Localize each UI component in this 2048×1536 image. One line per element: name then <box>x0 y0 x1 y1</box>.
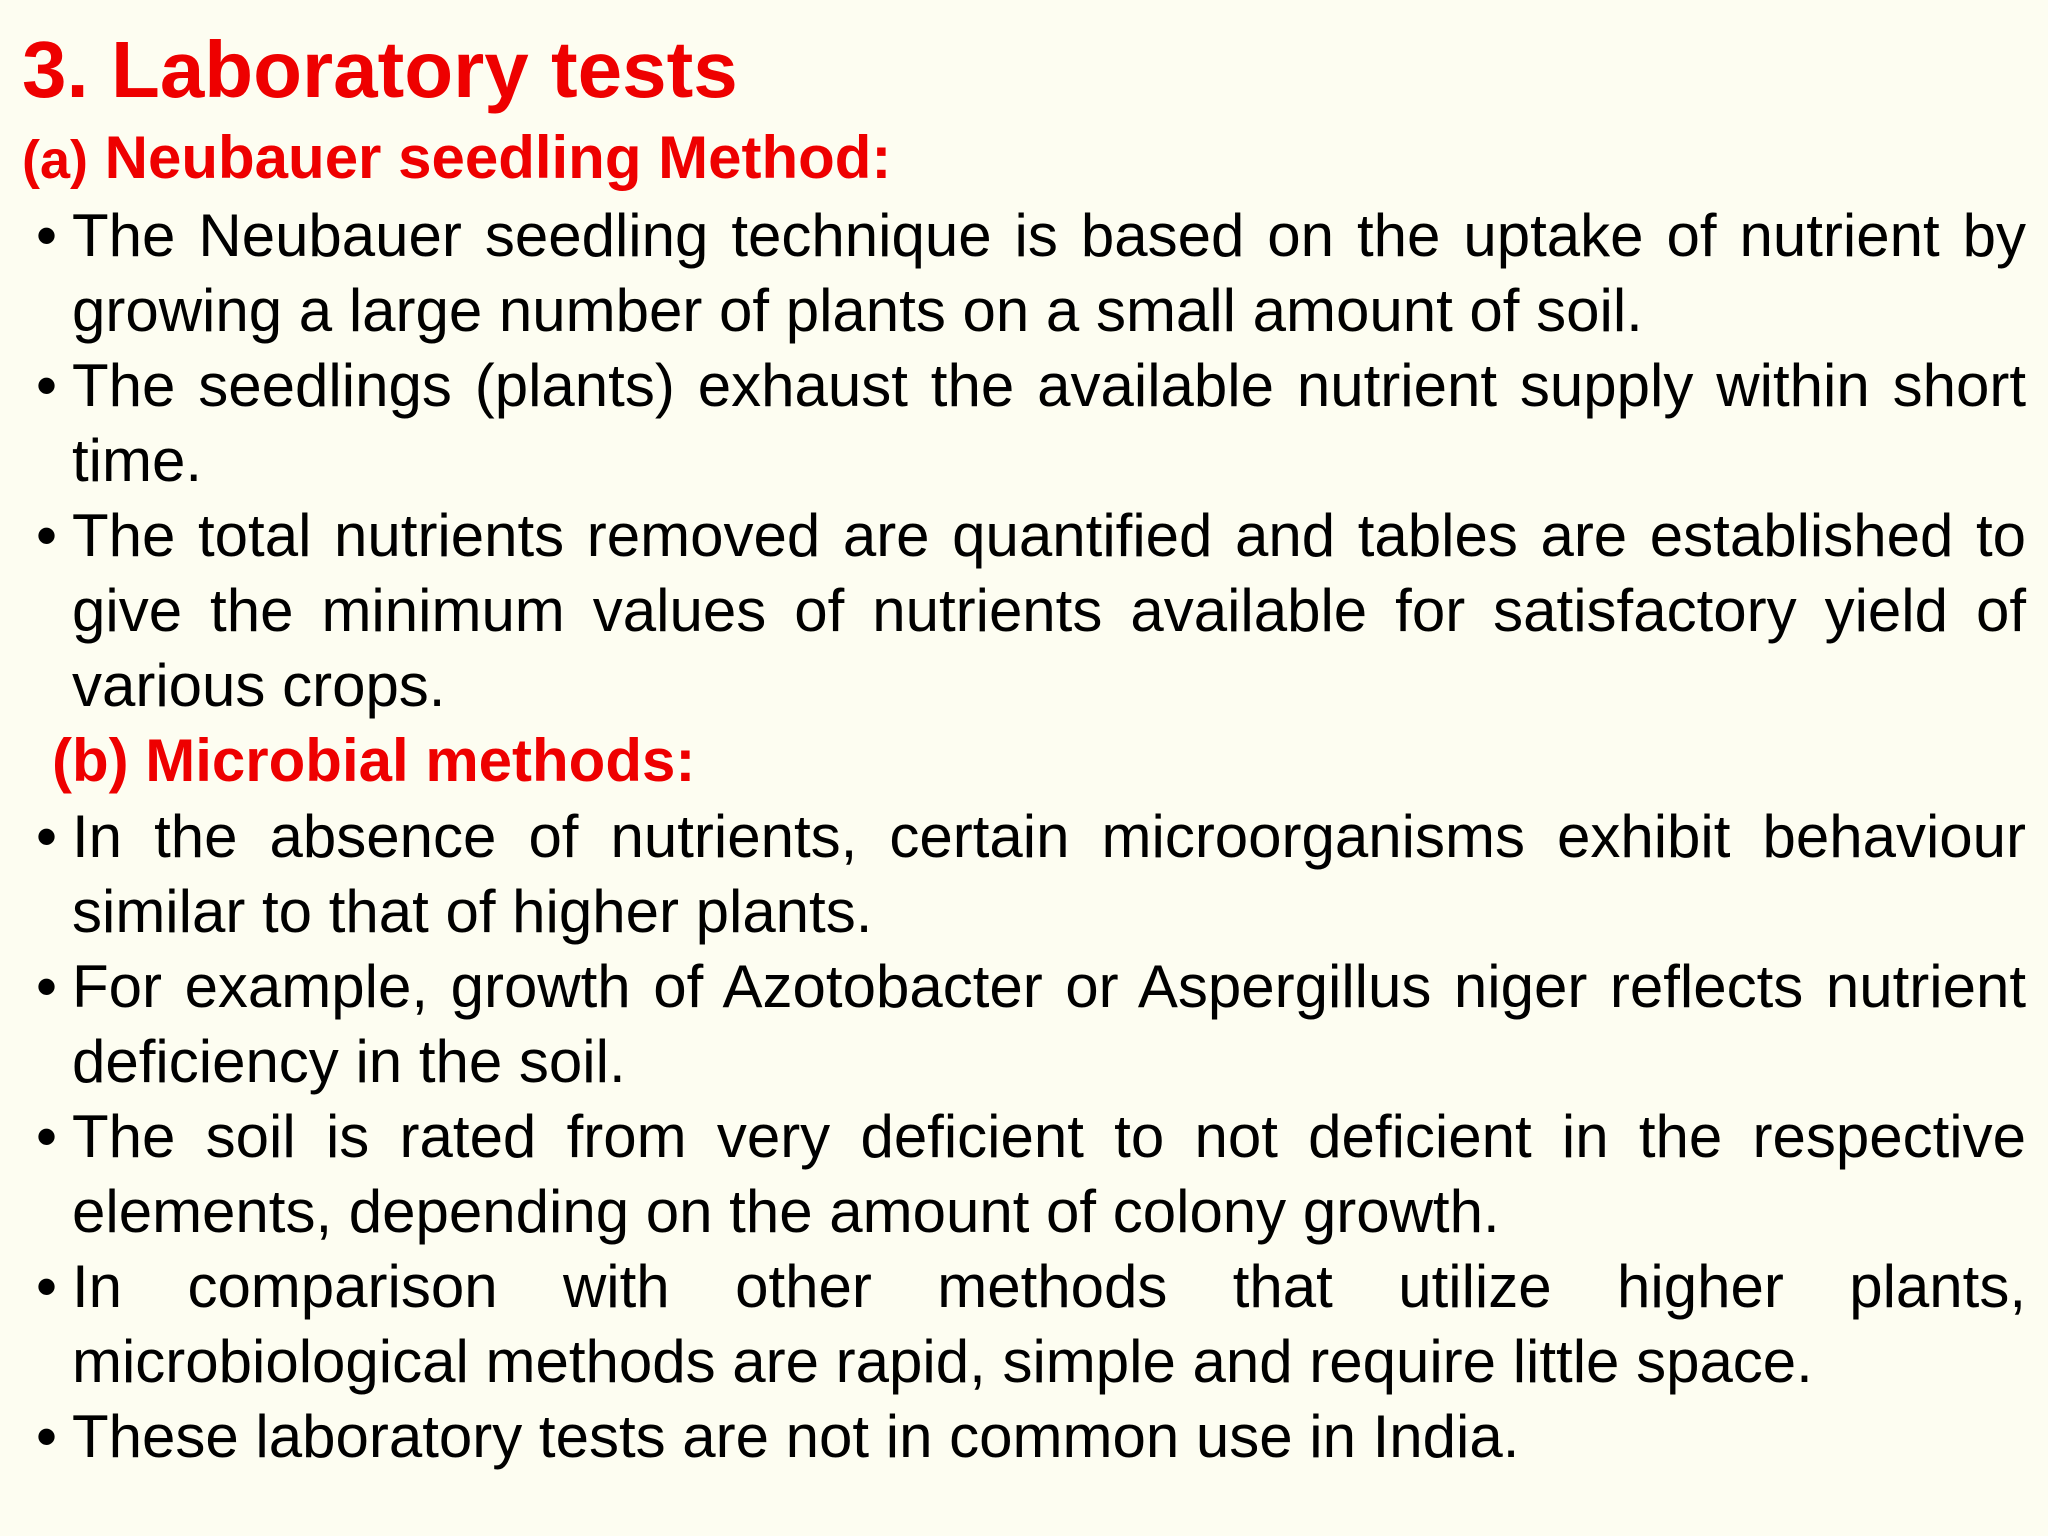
bullet-text: These laboratory tests are not in common use in India. <box>72 1403 1520 1470</box>
section-a-heading <box>22 120 2026 198</box>
list-item <box>22 799 2026 949</box>
bullet-icon: • <box>36 502 58 569</box>
slide-title: 3. Laboratory tests <box>22 25 738 114</box>
bullet-icon: • <box>36 953 58 1020</box>
bullet-icon: • <box>36 1403 58 1470</box>
bullet-text: The seedlings (plants) exhaust the available nutrient supply within short time. <box>72 352 2026 494</box>
bullet-text: In comparison with other methods that utilize higher plants, microbiological methods are rapid, simple and require little space. <box>72 1253 2026 1395</box>
bullet-text: The Neubauer seedling technique is based on the uptake of nutrient by growing a large number of plants on a small amount of soil. <box>72 202 2026 344</box>
list-item <box>22 949 2026 1099</box>
bullet-icon: • <box>36 1103 58 1170</box>
bullet-icon: • <box>36 352 58 419</box>
bullet-text: The total nutrients removed are quantified and tables are established to give the minimum values of nutrients available for satisfactory yield of various crops. <box>72 502 2026 719</box>
list-item <box>22 1399 2026 1474</box>
list-item <box>22 1249 2026 1399</box>
section-a-prefix: (a) <box>22 130 88 190</box>
bullet-text: For example, growth of Azotobacter or Aspergillus niger reflects nutrient deficiency in the soil. <box>72 953 2026 1095</box>
section-b-heading: (b) Microbial methods: <box>52 727 696 794</box>
list-item <box>22 498 2026 723</box>
bullet-icon: • <box>36 1253 58 1320</box>
bullet-icon: • <box>36 202 58 269</box>
list-item <box>22 348 2026 498</box>
section-a-title: Neubauer seedling Method: <box>104 124 892 191</box>
section-b-list <box>22 799 2026 1474</box>
bullet-text: The soil is rated from very deficient to not deficient in the respective elements, depending on the amount of colony growth. <box>72 1103 2026 1245</box>
bullet-text: In the absence of nutrients, certain microorganisms exhibit behaviour similar to that of higher plants. <box>72 803 2026 945</box>
section-a-list <box>22 198 2026 723</box>
list-item <box>22 1099 2026 1249</box>
bullet-icon: • <box>36 803 58 870</box>
list-item <box>22 198 2026 348</box>
